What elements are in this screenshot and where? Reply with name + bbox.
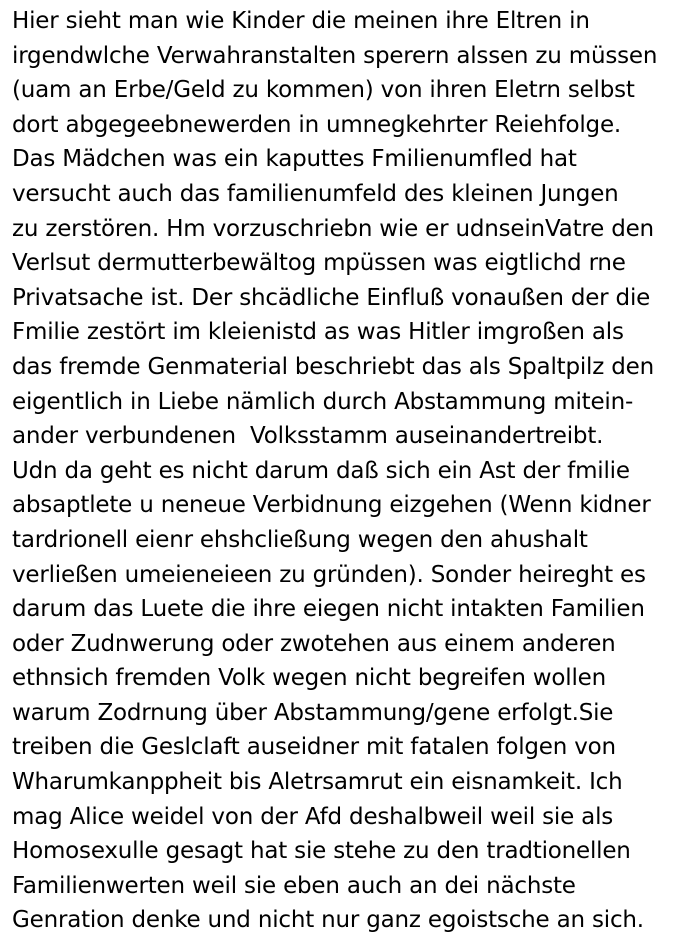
text-line: Privatsache ist. Der shcädliche Einfluß vonaußen der die: [12, 284, 651, 311]
text-line: Genration denke und nicht nur ganz egoistsche an sich.: [12, 907, 644, 934]
text-line: Das Mädchen was ein kaputtes Fmilienumfled hat: [12, 146, 577, 173]
text-line: Fmilie zestört im kleienistd as was Hitler imgroßen als: [12, 319, 624, 346]
text-line: ethnsich fremden Volk wegen nicht begreifen wollen: [12, 665, 606, 692]
text-line: dort abgegeebnewerden in umnegkehrter Reiehfolge.: [12, 111, 622, 138]
text-line: eigentlich in Liebe nämlich durch Abstammung mitein-: [12, 388, 634, 415]
text-line: das fremde Genmaterial beschriebt das als Spaltpilz den: [12, 353, 654, 380]
body-text: [12, 4, 682, 938]
text-line: Wharumkanppheit bis Aletrsamrut ein eisnamkeit. Ich: [12, 769, 623, 796]
text-line: darum das Luete die ihre eiegen nicht intakten Familien: [12, 596, 645, 623]
text-line: mag Alice weidel von der Afd deshalbweil weil sie als: [12, 803, 614, 830]
text-line: (uam an Erbe/Geld zu kommen) von ihren Eletrn selbst: [12, 77, 635, 104]
text-line: verließen umeieneieen zu gründen). Sonder heireght es: [12, 561, 646, 588]
text-line: oder Zudnwerung oder zwotehen aus einem anderen: [12, 630, 616, 657]
text-line: ander verbundenen Volksstamm auseinandertreibt.: [12, 423, 604, 450]
text-line: warum Zodrnung über Abstammung/gene erfolgt.Sie: [12, 699, 614, 726]
text-line: Homosexulle gesagt hat sie stehe zu den tradtionellen: [12, 838, 631, 865]
text-line: Verlsut dermutterbewältog mpüssen was eigtlichd rne: [12, 250, 626, 277]
text-line: tardrionell eienr ehshcließung wegen den ahushalt: [12, 526, 588, 553]
text-line: Familienwerten weil sie eben auch an dei nächste: [12, 872, 576, 899]
text-line: Udn da geht es nicht darum daß sich ein Ast der fmilie: [12, 457, 630, 484]
text-line: irgendwlche Verwahranstalten sperern alssen zu müssen: [12, 42, 658, 69]
text-line: absaptlete u neneue Verbidnung eizgehen (Wenn kidner: [12, 492, 651, 519]
text-line: versucht auch das familienumfeld des kleinen Jungen: [12, 180, 619, 207]
text-line: Hier sieht man wie Kinder die meinen ihre Eltren in: [12, 8, 590, 34]
text-line: zu zerstören. Hm vorzuschriebn wie er udnseinVatre den: [12, 215, 654, 242]
text-line: treiben die Geslclaft auseidner mit fatalen folgen von: [12, 734, 616, 761]
